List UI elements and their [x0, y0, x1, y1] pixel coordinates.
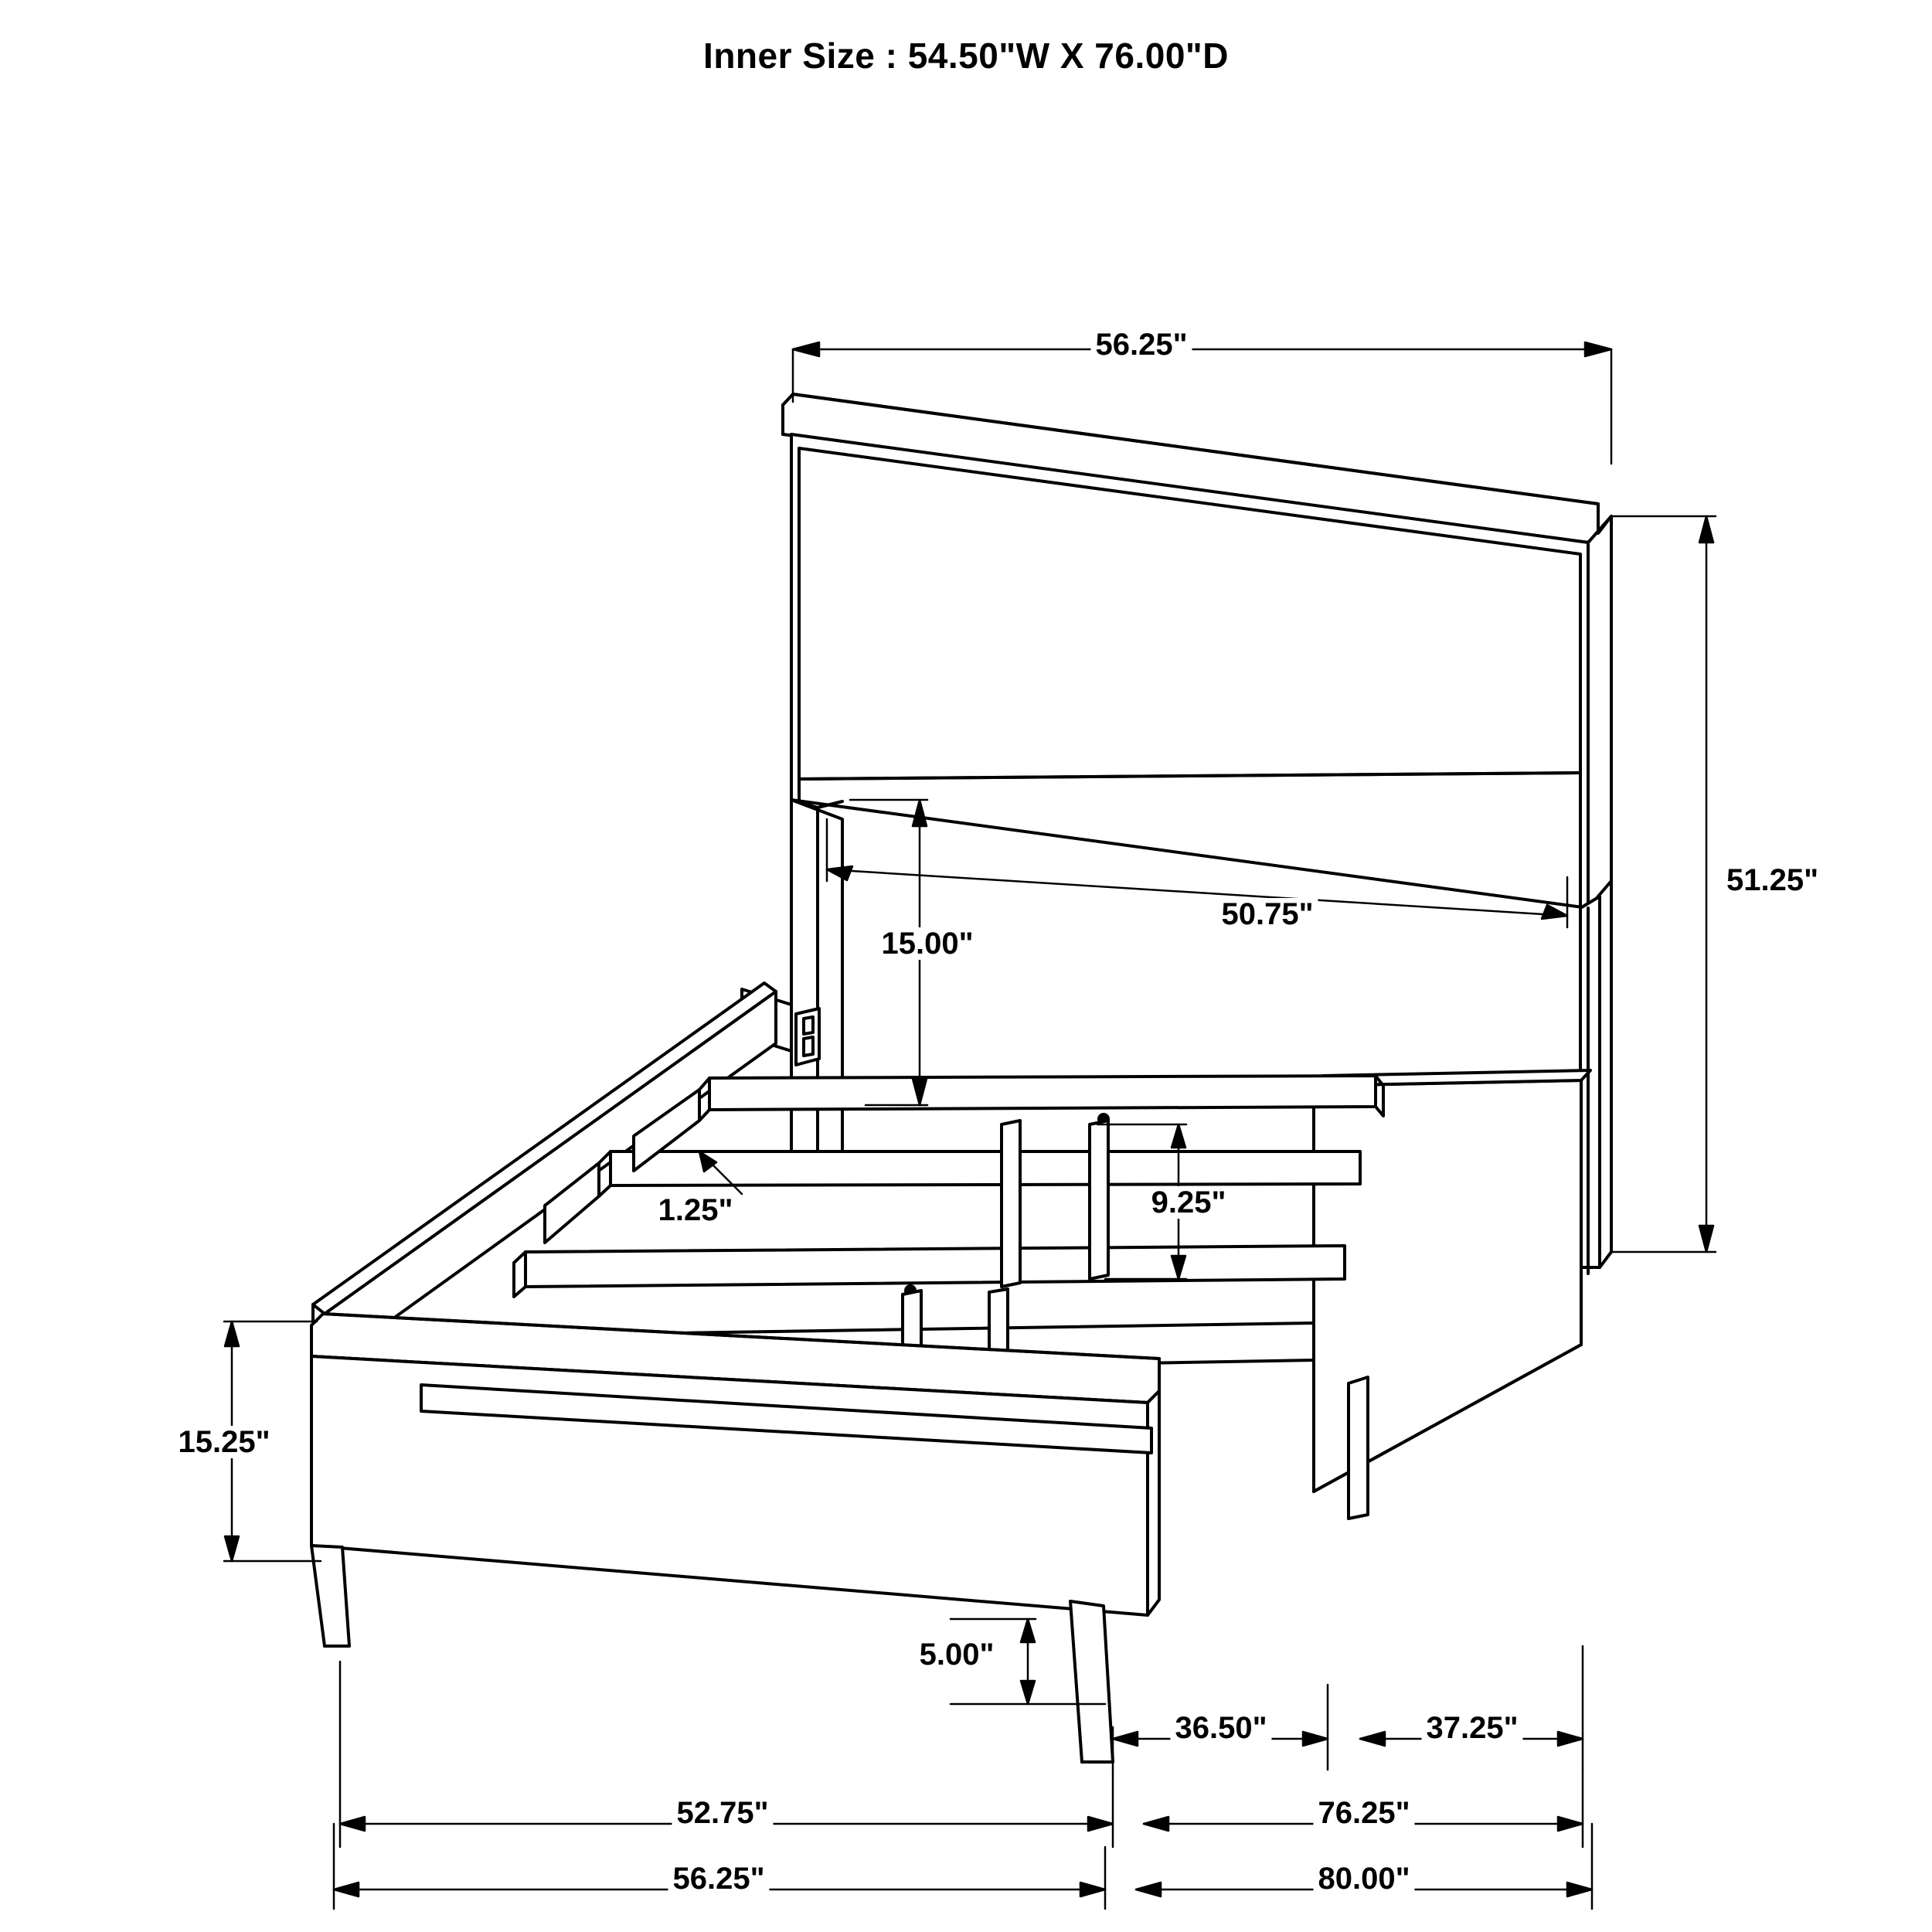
dimension-label-depth-rear-segment: 37.25" [1421, 1712, 1522, 1744]
dimension-label-headboard-panel-width: 50.75" [1216, 898, 1318, 930]
dimension-label-floor-clearance: 5.00" [915, 1638, 999, 1671]
dimension-label-deck-to-headboard-top: 15.00" [876, 927, 978, 960]
dimension-label-slat-thickness: 1.25" [654, 1194, 738, 1226]
dimension-label-leg-clearance: 9.25" [1147, 1186, 1231, 1219]
dimension-label-overall-width-bottom: 56.25" [668, 1862, 769, 1895]
dimension-label-inner-width: 52.75" [672, 1797, 773, 1829]
dimension-label-overall-width-top: 56.25" [1090, 328, 1192, 361]
dimension-label-inner-depth: 76.25" [1313, 1797, 1414, 1829]
dimension-label-depth-front-segment: 36.50" [1170, 1712, 1271, 1744]
dimension-label-footboard-height: 15.25" [173, 1426, 274, 1458]
page-title: Inner Size : 54.50"W X 76.00"D [703, 36, 1229, 76]
dimension-label-headboard-height: 51.25" [1722, 864, 1823, 896]
dimension-label-overall-depth-bottom: 80.00" [1313, 1862, 1414, 1895]
